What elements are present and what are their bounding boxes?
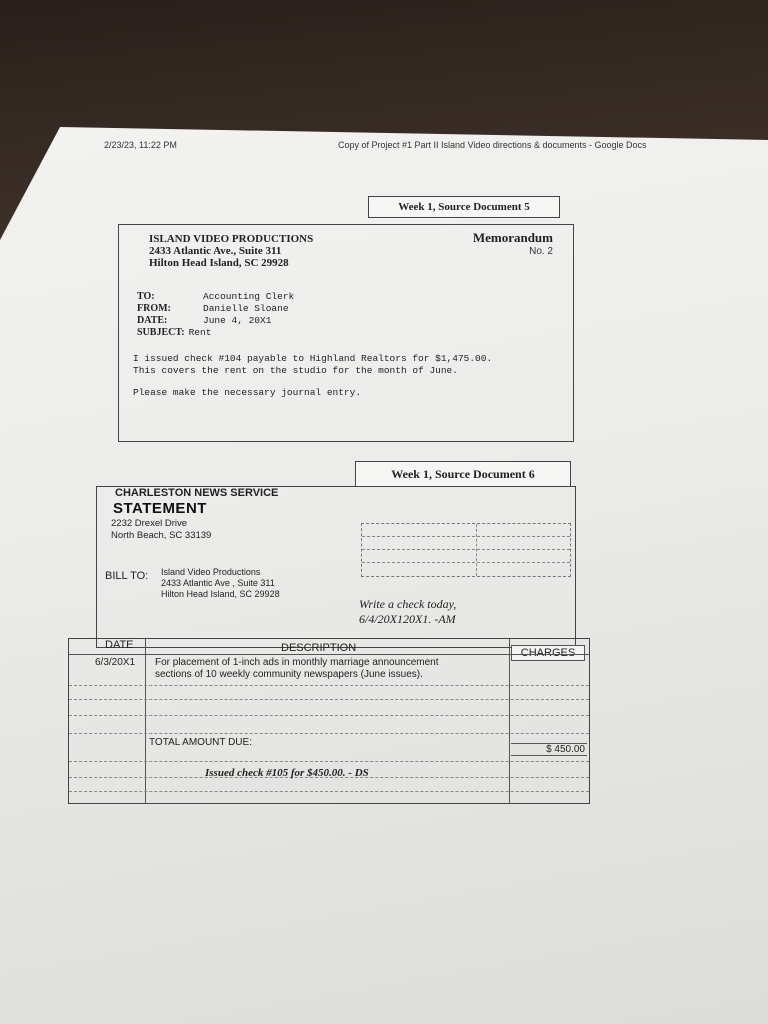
- table-row-line: [69, 715, 589, 716]
- header-date: DATE: [105, 639, 134, 651]
- memo-from-row: [137, 303, 294, 315]
- memo-body: [133, 353, 492, 399]
- bill-to-address: [161, 567, 280, 600]
- statement-title: STATEMENT: [113, 500, 207, 517]
- statement-company: CHARLESTON NEWS SERVICE: [115, 487, 279, 499]
- grid-line: [362, 562, 570, 563]
- grid-line: [362, 536, 570, 537]
- charges-table: [68, 638, 590, 804]
- memo-date-row: [137, 315, 294, 327]
- total-value: $ 450.00: [511, 743, 587, 756]
- bill-to-name: Island Video Productions: [161, 567, 261, 577]
- memo-subject-label: SUBJECT:: [137, 327, 185, 338]
- memo-body-line-2: This covers the rent on the studio for the month of June.: [133, 365, 458, 376]
- memo-to-value: Accounting Clerk: [203, 291, 295, 302]
- memo-company: [149, 233, 313, 269]
- memo-company-name: ISLAND VIDEO PRODUCTIONS: [149, 233, 314, 245]
- issued-check-note: Issued check #105 for $450.00. - DS: [205, 767, 369, 779]
- handwritten-note: [359, 597, 456, 627]
- grid-divider: [476, 524, 477, 576]
- print-datetime: 2/23/23, 11:22 PM: [104, 140, 177, 150]
- statement-blank-grid: [361, 523, 571, 577]
- bill-to-street: 2433 Atlantic Ave , Suite 311: [161, 578, 275, 588]
- memo-number: No. 2: [529, 246, 553, 257]
- header-rule: [69, 654, 589, 655]
- handwritten-note-line-1: Write a check today,: [359, 597, 457, 611]
- table-row-line: [69, 685, 589, 686]
- memo-date-value: June 4, 20X1: [203, 315, 272, 326]
- bill-to-city: Hilton Head Island, SC 29928: [161, 589, 280, 599]
- memo-from-label: FROM:: [137, 303, 171, 314]
- grid-line: [362, 549, 570, 550]
- row-description: [155, 657, 438, 681]
- statement: [96, 486, 576, 648]
- memo-to-row: [137, 291, 294, 303]
- table-row-line: [69, 733, 589, 734]
- col-divider-date: [145, 639, 146, 803]
- memo-from-value: Danielle Sloane: [203, 303, 289, 314]
- row-description-line-1: For placement of 1-inch ads in monthly marriage announcement: [155, 657, 439, 668]
- row-description-line-2: sections of 10 weekly community newspapers (June issues).: [155, 669, 423, 680]
- header-charges: CHARGES: [511, 645, 585, 661]
- memo-body-line-3: Please make the necessary journal entry.: [133, 387, 362, 398]
- total-label: TOTAL AMOUNT DUE:: [149, 737, 252, 748]
- memo-company-street: 2433 Atlantic Ave., Suite 311: [149, 245, 282, 257]
- statement-address: [111, 518, 211, 542]
- table-row-line: [69, 761, 589, 762]
- memo-subject-row: [137, 327, 294, 339]
- memo-company-city: Hilton Head Island, SC 29928: [149, 257, 289, 269]
- memo-subject-value: Rent: [188, 327, 212, 338]
- memorandum: [118, 224, 574, 442]
- memo-title: Memorandum: [472, 230, 553, 245]
- memo-date-label: DATE:: [137, 315, 168, 326]
- statement-street: 2232 Drexel Drive: [111, 518, 188, 529]
- bill-to-label: BILL TO:: [105, 570, 149, 582]
- memo-fields: [137, 291, 294, 339]
- source-doc-6-label: Week 1, Source Document 6: [355, 461, 571, 487]
- row-date: 6/3/20X1: [95, 657, 136, 668]
- print-doc-title: Copy of Project #1 Part II Island Video directions & documents - Google Docs: [338, 140, 647, 150]
- table-row-line: [69, 699, 589, 700]
- source-doc-5-label: Week 1, Source Document 5: [368, 196, 560, 218]
- header-description: DESCRIPTION: [281, 642, 357, 654]
- statement-city: North Beach, SC 33139: [111, 530, 212, 541]
- col-divider-charges: [509, 639, 510, 803]
- handwritten-note-line-2: 6/4/20X120X1. -AM: [359, 612, 456, 626]
- memo-to-label: TO:: [137, 291, 155, 302]
- memo-body-line-1: I issued check #104 payable to Highland Realtors for $1,475.00.: [133, 353, 493, 364]
- table-row-line: [69, 791, 589, 792]
